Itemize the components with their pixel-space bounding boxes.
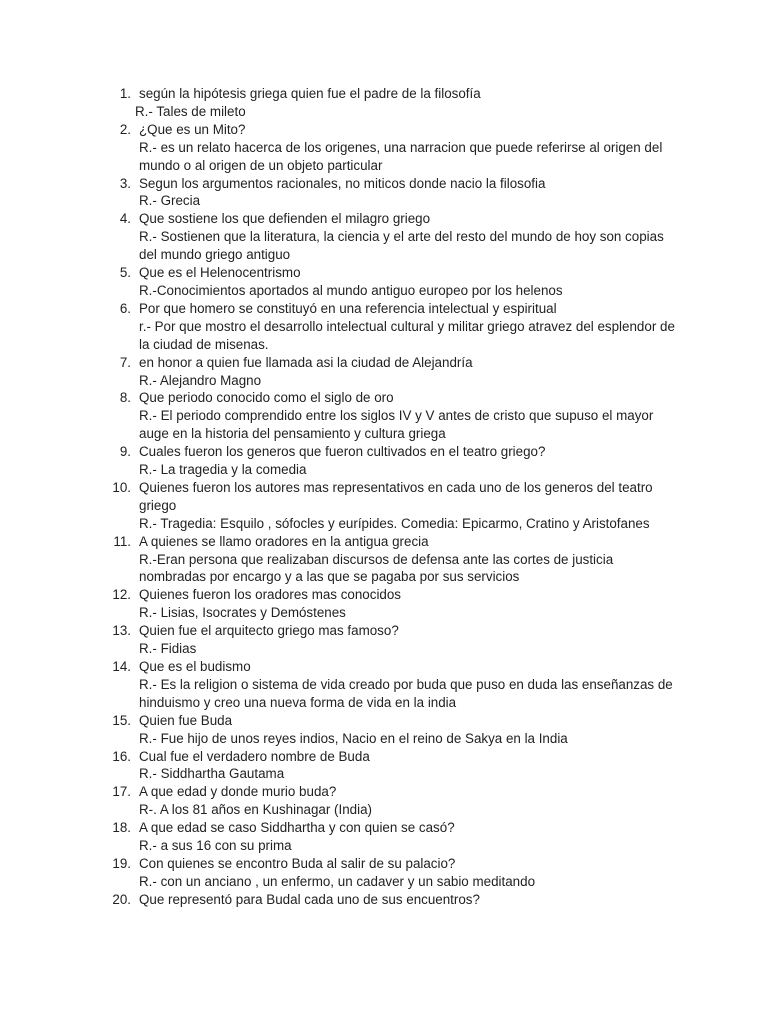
answer-text: R.- La tragedia y la comedia	[139, 462, 307, 478]
question-number: 19.	[112, 855, 131, 871]
question-number: 9.	[119, 444, 131, 460]
answer-text: R.- a sus 16 con su prima	[139, 838, 292, 854]
answer-text: R.- Es la religion o sistema de vida creado por buda que puso en duda las enseñanzas de hinduismo y creo una nueva forma de vida en la india	[139, 676, 673, 710]
question-item	[0, 622, 768, 658]
question-item	[0, 658, 768, 712]
question-number: 5.	[119, 265, 131, 281]
question-number: 7.	[119, 354, 131, 370]
question-text: Quienes fueron los autores mas representativos en cada uno de los generos del teatro griego	[139, 479, 653, 513]
question-number: 13.	[112, 623, 131, 639]
answer-text: R.- con un anciano , un enfermo, un cadaver y un sabio meditando	[139, 873, 536, 889]
question-number: 20.	[112, 891, 131, 907]
question-item	[0, 85, 768, 121]
question-text: Quienes fueron los oradores mas conocidos	[139, 587, 402, 603]
question-text: A que edad y donde murio buda?	[139, 784, 337, 800]
question-number: 4.	[119, 211, 131, 227]
question-text: en honor a quien fue llamada asi la ciudad de Alejandría	[139, 354, 473, 370]
question-text: Quien fue el arquitecto griego mas famoso?	[139, 623, 399, 639]
question-item	[0, 264, 768, 300]
question-text: Que representó para Budal cada uno de sus encuentros?	[139, 891, 480, 907]
question-list	[0, 85, 768, 909]
question-text: según la hipótesis griega quien fue el padre de la filosofía	[139, 86, 481, 101]
question-item	[0, 210, 768, 264]
question-item	[0, 121, 768, 175]
question-item	[0, 783, 768, 819]
answer-text: R-. A los 81 años en Kushinagar (India)	[139, 802, 372, 818]
answer-text: R.- Tragedia: Esquilo , sófocles y eurípides. Comedia: Epicarmo, Cratino y Aristofanes	[139, 515, 650, 531]
question-text: A que edad se caso Siddhartha y con quien se casó?	[139, 820, 455, 836]
question-item	[0, 712, 768, 748]
question-item	[0, 748, 768, 784]
answer-text: R.- Siddhartha Gautama	[139, 766, 285, 782]
question-item	[0, 443, 768, 479]
question-item	[0, 586, 768, 622]
question-text: Que periodo conocido como el siglo de oro	[139, 390, 394, 406]
question-text: Segun los argumentos racionales, no miticos donde nacio la filosofia	[139, 175, 546, 191]
question-item	[0, 891, 768, 909]
question-number: 18.	[112, 820, 131, 836]
answer-text: R.- Sostienen que la literatura, la ciencia y el arte del resto del mundo de hoy son copias del mundo griego antiguo	[139, 229, 664, 263]
question-text: Quien fue Buda	[139, 712, 233, 728]
question-number: 12.	[112, 587, 131, 603]
question-number: 2.	[119, 121, 131, 137]
question-text: Cuales fueron los generos que fueron cultivados en el teatro griego?	[139, 444, 546, 460]
question-number: 15.	[112, 712, 131, 728]
answer-text: R.- Tales de mileto	[135, 103, 246, 119]
question-number: 17.	[112, 784, 131, 800]
question-item	[0, 389, 768, 443]
question-item	[0, 533, 768, 587]
answer-text: R.- Fidias	[139, 641, 197, 657]
question-number: 16.	[112, 748, 131, 764]
question-number: 11.	[113, 533, 131, 549]
answer-text: R.-Eran persona que realizaban discursos de defensa ante las cortes de justicia nombradas por encargo y a las que se pagaba por sus servicios	[139, 551, 614, 585]
question-item	[0, 479, 768, 533]
answer-text: r.- Por que mostro el desarrollo intelectual cultural y militar griego atravez del esplendor de la ciudad de misenas.	[139, 318, 675, 352]
question-number: 1.	[119, 86, 131, 101]
question-text: Que es el budismo	[139, 659, 251, 674]
question-item	[0, 354, 768, 390]
question-number: 14.	[112, 659, 131, 674]
question-item	[0, 819, 768, 855]
answer-text: R.- Fue hijo de unos reyes indios, Nacio en el reino de Sakya en la India	[139, 730, 568, 746]
question-text: Que sostiene los que defienden el milagro griego	[139, 211, 431, 227]
answer-text: R.-Conocimientos aportados al mundo antiguo europeo por los helenos	[139, 282, 563, 298]
question-text: Con quienes se encontro Buda al salir de su palacio?	[139, 855, 456, 871]
question-item	[0, 855, 768, 891]
question-item	[0, 300, 768, 354]
answer-text: R.- El periodo comprendido entre los siglos IV y V antes de cristo que supuso el mayor auge en la historia del pensamiento y cultura griega	[139, 408, 654, 442]
question-number: 10.	[112, 479, 131, 495]
question-number: 3.	[119, 175, 131, 191]
question-text: A quienes se llamo oradores en la antigua grecia	[139, 533, 429, 549]
answer-text: R.- Grecia	[139, 193, 201, 209]
question-text: Por que homero se constituyó en una referencia intelectual y espiritual	[139, 300, 557, 316]
question-number: 6.	[119, 300, 131, 316]
answer-text: R.- es un relato hacerca de los origenes, una narracion que puede referirse al origen del mundo o al origen de un objeto particular	[139, 139, 663, 173]
answer-text: R.- Alejandro Magno	[139, 372, 262, 388]
answer-text: R.- Lisias, Isocrates y Demóstenes	[139, 605, 346, 621]
question-text: ¿Que es un Mito?	[139, 121, 246, 137]
question-text: Que es el Helenocentrismo	[139, 265, 301, 281]
question-item	[0, 175, 768, 211]
question-text: Cual fue el verdadero nombre de Buda	[139, 748, 370, 764]
question-number: 8.	[119, 390, 131, 406]
